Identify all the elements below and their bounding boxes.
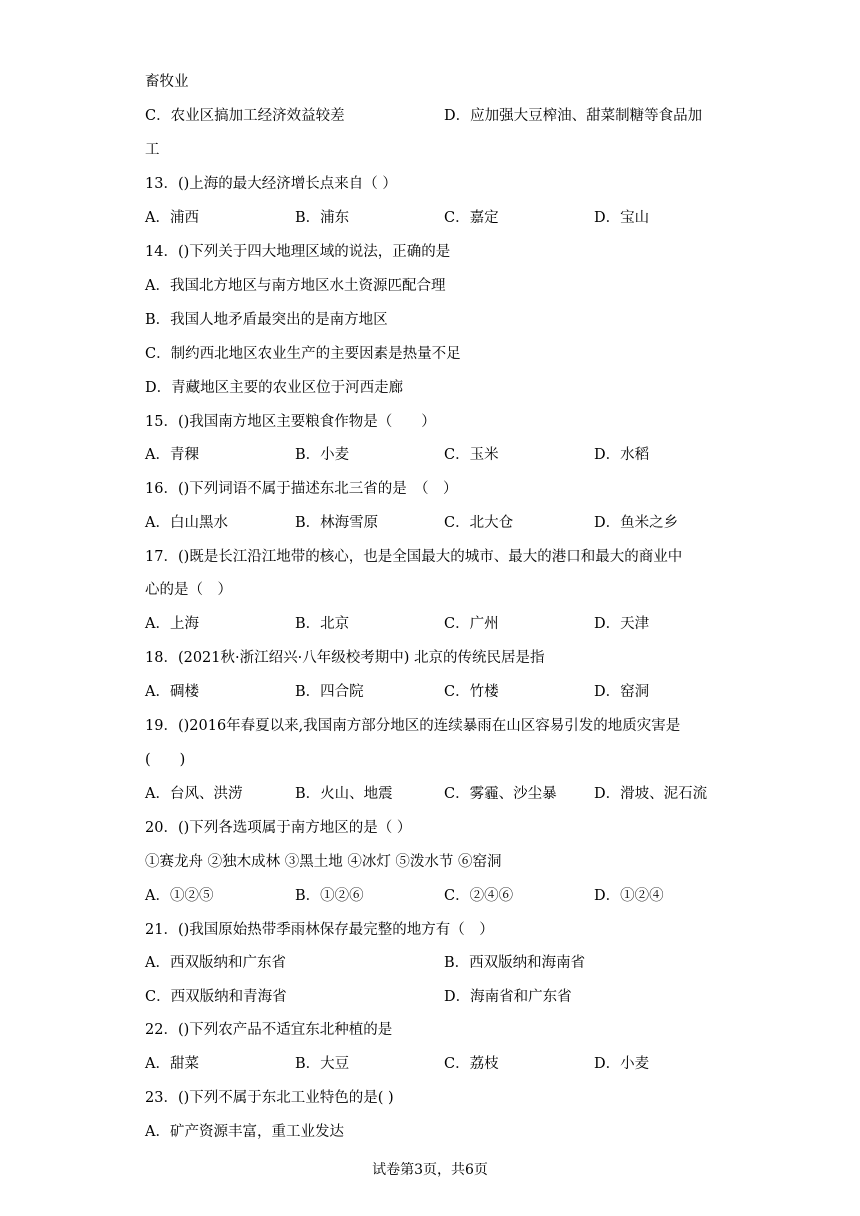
q22-option-b: B．大豆 [295,1056,350,1072]
q21-option-d: D．海南省和广东省 [444,989,572,1005]
q13-option-a: A．浦西 [145,210,199,226]
q17-option-b: B．北京 [295,616,350,632]
q19-option-d: D．滑坡、泥石流 [594,786,708,802]
q14-option-a: A．我国北方地区与南方地区水土资源匹配合理 [145,278,446,294]
q20-option-a: A．①②⑤ [145,888,214,904]
q19-option-b: B．火山、地震 [295,786,393,802]
question-16: 16．()下列词语不属于描述东北三省的是 （ ） [145,481,458,497]
q16-option-b: B．林海雪原 [295,515,379,531]
q17-option-c: C．广州 [444,616,499,632]
option-d: D．应加强大豆榨油、甜菜制糖等食品加 [444,108,703,124]
question-13: 13．()上海的最大经济增长点来自（ ） [145,176,397,192]
q18-option-d: D．窑洞 [594,684,650,700]
q15-option-c: C．玉米 [444,447,499,463]
question-15: 15．()我国南方地区主要粮食作物是（ ） [145,414,436,430]
question-19-cont: ( ) [145,752,186,768]
q22-option-c: C．荔枝 [444,1056,499,1072]
q17-option-a: A．上海 [145,616,199,632]
q16-option-a: A．白山黑水 [145,515,228,531]
q13-option-b: B．浦东 [295,210,350,226]
text-line: 工 [145,142,160,158]
page-footer: 试卷第3页，共6页 [372,1162,488,1178]
question-22: 22．()下列农产品不适宜东北种植的是 [145,1022,393,1038]
q17-option-d: D．天津 [594,616,650,632]
question-23: 23．()下列不属于东北工业特色的是( ) [145,1090,394,1106]
q15-option-d: D．水稻 [594,447,650,463]
q14-option-b: B．我国人地矛盾最突出的是南方地区 [145,312,388,328]
question-17-cont: 心的是（ ） [145,582,232,598]
q23-option-a: A．矿产资源丰富，重工业发达 [145,1124,344,1140]
q15-option-a: A．青稞 [145,447,199,463]
q20-option-d: D．①②④ [594,888,664,904]
text-line: 畜牧业 [145,74,189,90]
q19-option-c: C．雾霾、沙尘暴 [444,786,557,802]
question-21: 21．()我国原始热带季雨林保存最完整的地方有（ ） [145,922,494,938]
q13-option-d: D．宝山 [594,210,650,226]
q15-option-b: B．小麦 [295,447,350,463]
q13-option-c: C．嘉定 [444,210,499,226]
option-c: C．农业区搞加工经济效益较差 [145,108,345,124]
q19-option-a: A．台风、洪涝 [145,786,243,802]
question-17: 17．()既是长江沿江地带的核心，也是全国最大的城市、最大的港口和最大的商业中 [145,549,683,565]
q18-option-a: A．碉楼 [145,684,199,700]
q21-option-a: A．西双版纳和广东省 [145,955,286,971]
question-18: 18．(2021秋·浙江绍兴·八年级校考期中) 北京的传统民居是指 [145,650,545,666]
q20-option-b: B．①②⑥ [295,888,364,904]
q22-option-a: A．甜菜 [145,1056,199,1072]
question-20-items: ①赛龙舟 ②独木成林 ③黑土地 ④冰灯 ⑤泼水节 ⑥窑洞 [145,854,502,870]
q21-option-c: C．西双版纳和青海省 [145,989,287,1005]
question-19: 19．()2016年春夏以来,我国南方部分地区的连续暴雨在山区容易引发的地质灾害是 [145,718,681,734]
q18-option-c: C．竹楼 [444,684,499,700]
q18-option-b: B．四合院 [295,684,364,700]
q16-option-c: C．北大仓 [444,515,514,531]
question-14: 14．()下列关于四大地理区域的说法，正确的是 [145,244,451,260]
q14-option-d: D．青藏地区主要的农业区位于河西走廊 [145,380,404,396]
q16-option-d: D．鱼米之乡 [594,515,679,531]
q22-option-d: D．小麦 [594,1056,650,1072]
q14-option-c: C．制约西北地区农业生产的主要因素是热量不足 [145,346,461,362]
question-20: 20．()下列各选项属于南方地区的是（ ） [145,820,412,836]
q21-option-b: B．西双版纳和海南省 [444,955,586,971]
q20-option-c: C．②④⑥ [444,888,514,904]
